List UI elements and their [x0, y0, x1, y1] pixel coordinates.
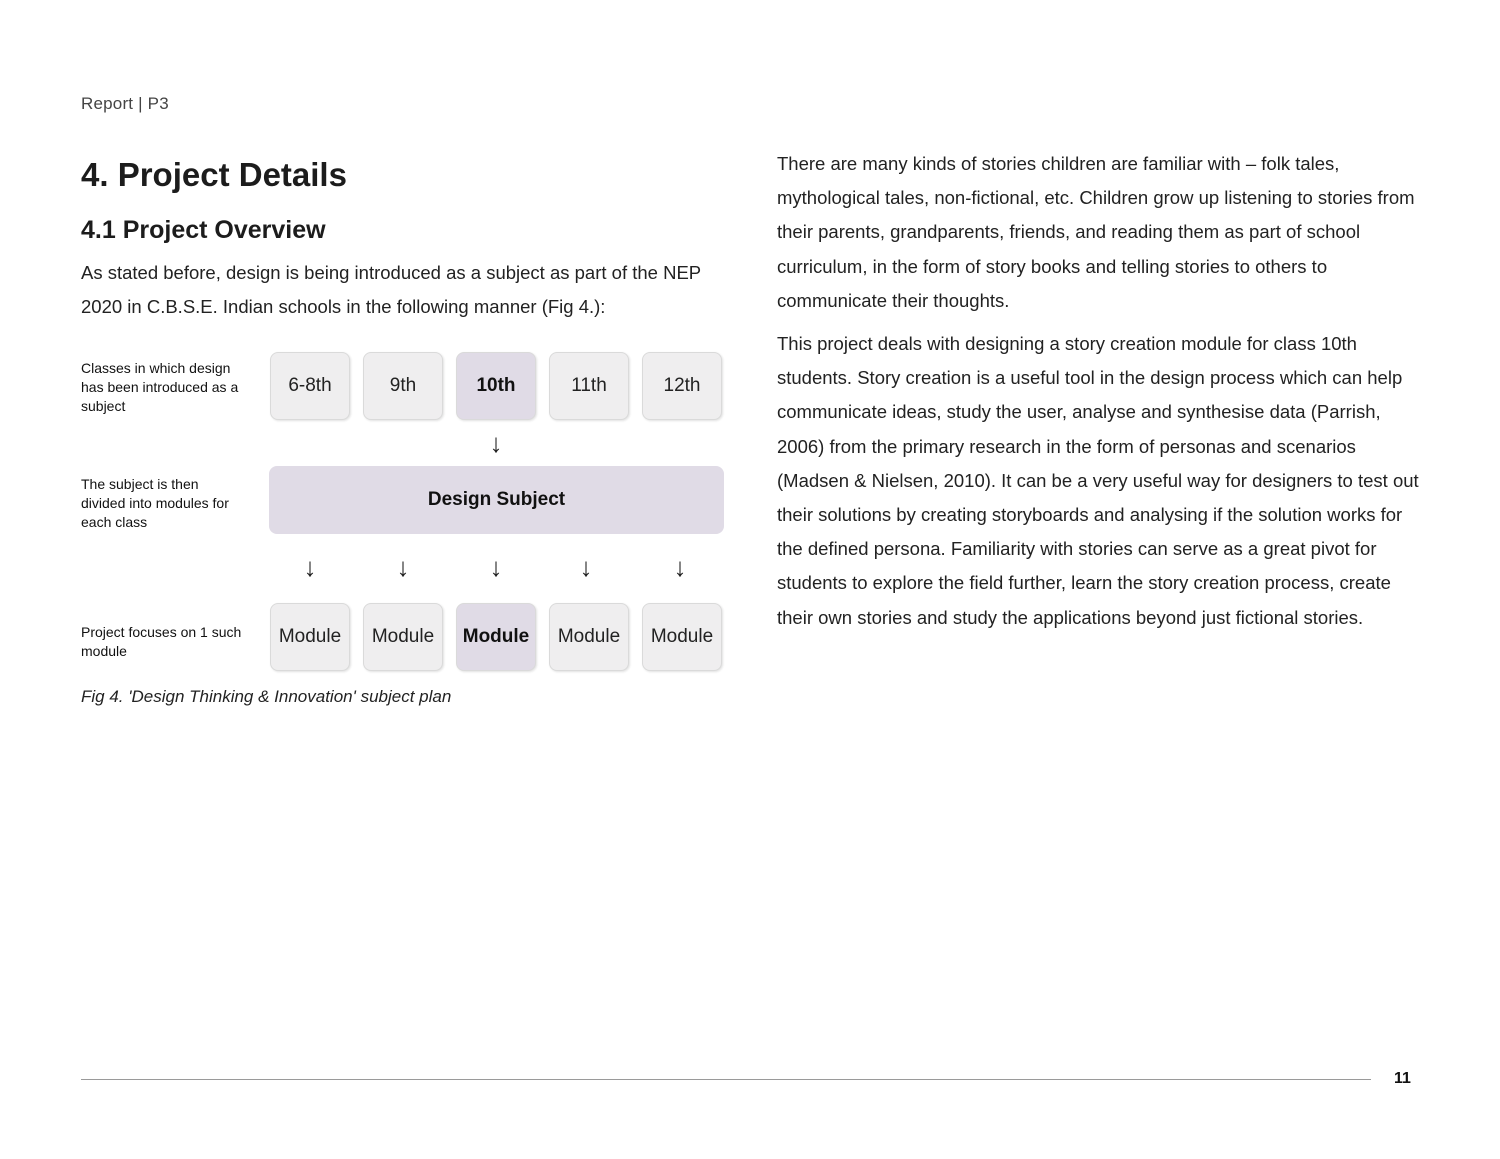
page-number: 11 [1394, 1070, 1411, 1087]
module-box-highlighted: Module [456, 603, 536, 671]
footer-divider [81, 1079, 1371, 1080]
class-box: 11th [549, 352, 629, 420]
down-arrow-icon: ↓ [396, 552, 410, 582]
down-arrow-icon: ↓ [673, 552, 687, 582]
report-header: Report | P3 [81, 94, 169, 113]
class-box: 9th [363, 352, 443, 420]
down-arrow-icon: ↓ [303, 552, 317, 582]
class-box-highlighted: 10th [456, 352, 536, 420]
body-paragraph: This project deals with designing a story creation module for class 10th students. Story creation is a useful tool in the design process which can help communicate ideas, study the user, analyse and synthesise data (Parrish, 2006) from the primary research in the form of personas and scenarios (Madsen & Nielsen, 2010). It can be a very useful way for designers to test out their solutions by creating storyboards and analysing if the solution works for the defined persona. Familiarity with stories can serve as a great pivot for students to explore the field further, learn the story creation process, create their own stories and study the applications beyond just fictional stories. [777, 333, 1419, 628]
right-column [777, 147, 1427, 644]
section-subtitle: 4.1 Project Overview [81, 216, 326, 244]
module-box: Module [549, 603, 629, 671]
section-title: 4. Project Details [81, 156, 347, 193]
module-box: Module [270, 603, 350, 671]
row-label-classes: Classes in which design has been introduced as a subject [81, 360, 239, 414]
class-box: 12th [642, 352, 722, 420]
body-paragraph: There are many kinds of stories children are familiar with – folk tales, mythological tales, non-fictional, etc. Children grow up listening to stories from their parents, grandparents, friends, and reading them as part of school curriculum, in the form of story books and telling stories to others to communicate their thoughts. [777, 153, 1415, 311]
down-arrow-icon: ↓ [579, 552, 593, 582]
row-label-module: Project focuses on 1 such module [81, 624, 242, 659]
row-label-subject: The subject is then divided into modules for each class [81, 476, 229, 530]
figure-caption: Fig 4. 'Design Thinking & Innovation' subject plan [81, 687, 452, 706]
down-arrow-icon: ↓ [489, 428, 503, 458]
module-box: Module [363, 603, 443, 671]
class-box: 6-8th [270, 352, 350, 420]
down-arrow-icon: ↓ [489, 552, 503, 582]
intro-paragraph: As stated before, design is being introduced as a subject as part of the NEP 2020 in C.B.S.E. Indian schools in the following manner (Fig 4.): [81, 262, 701, 317]
module-box: Module [642, 603, 722, 671]
design-subject-box: Design Subject [269, 466, 724, 534]
